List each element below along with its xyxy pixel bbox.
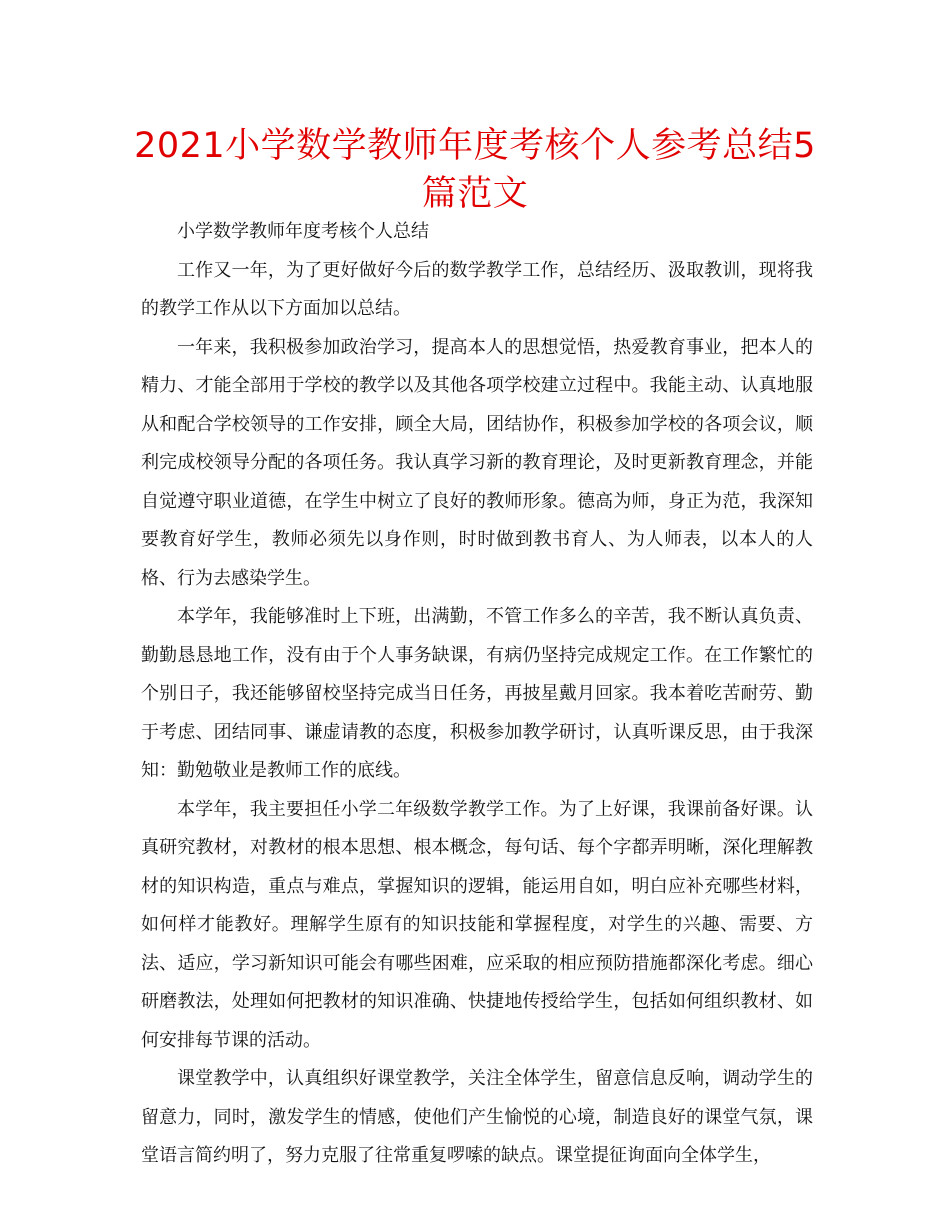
- paragraph: 课堂教学中，认真组织好课堂教学，关注全体学生，留意信息反响，调动学生的留意力，同时，激发学生的情感，使他们产生愉悦的心境，制造良好的课堂气氛，课堂语言简约明了，努力克服了往常重复啰嗦的缺点。课堂提征询面向全体学生，: [141, 1068, 813, 1166]
- paragraph: 工作又一年，为了更好做好今后的数学教学工作，总结经历、汲取教训，现将我的教学工作从以下方面加以总结。: [141, 259, 813, 319]
- paragraph: 本学年，我主要担任小学二年级数学教学工作。为了上好课，我课前备好课。认真研究教材，对教材的根本思想、根本概念，每句话、每个字都弄明晰，深化理解教材的知识构造，重点与难点，掌握知识的逻辑，能运用自如，明白应补充哪些材料，如何样才能教好。理解学生原有的知识技能和掌握程度，对学生的兴趣、需要、方法、适应，学习新知识可能会有哪些困难，应采取的相应预防措施都深化考虑。细心研磨教法，处理如何把教材的知识准确、快捷地传授给学生，包括如何组织教材、如何安排每节课的活动。: [141, 798, 813, 1051]
- section-heading: 小学数学教师年度考核个人总结: [177, 221, 429, 242]
- paragraph: 本学年，我能够准时上下班，出满勤，不管工作多么的辛苦，我不断认真负责、勤勤恳恳地工作，没有由于个人事务缺课，有病仍坚持完成规定工作。在工作繁忙的个别日子，我还能够留校坚持完成当日任务，再披星戴月回家。我本着吃苦耐劳、勤于考虑、团结同事、谦虚请教的态度，积极参加教学研讨，认真听课反思，由于我深知：勤勉敬业是教师工作的底线。: [141, 606, 813, 781]
- document-title: 2021小学数学教师年度考核个人参考总结5篇范文: [134, 126, 816, 214]
- document-body: [141, 213, 813, 1176]
- paragraph: 一年来，我积极参加政治学习，提高本人的思想觉悟，热爱教育事业，把本人的精力、才能全部用于学校的教学以及其他各项学校建立过程中。我能主动、认真地服从和配合学校领导的工作安排，顾全大局，团结协作，积极参加学校的各项会议，顺利完成校领导分配的各项任务。我认真学习新的教育理论，及时更新教育理念，并能自觉遵守职业道德，在学生中树立了良好的教师形象。德高为师，身正为范，我深知要教育好学生，教师必须先以身作则，时时做到教书育人、为人师表，以本人的人格、行为去感染学生。: [141, 336, 813, 589]
